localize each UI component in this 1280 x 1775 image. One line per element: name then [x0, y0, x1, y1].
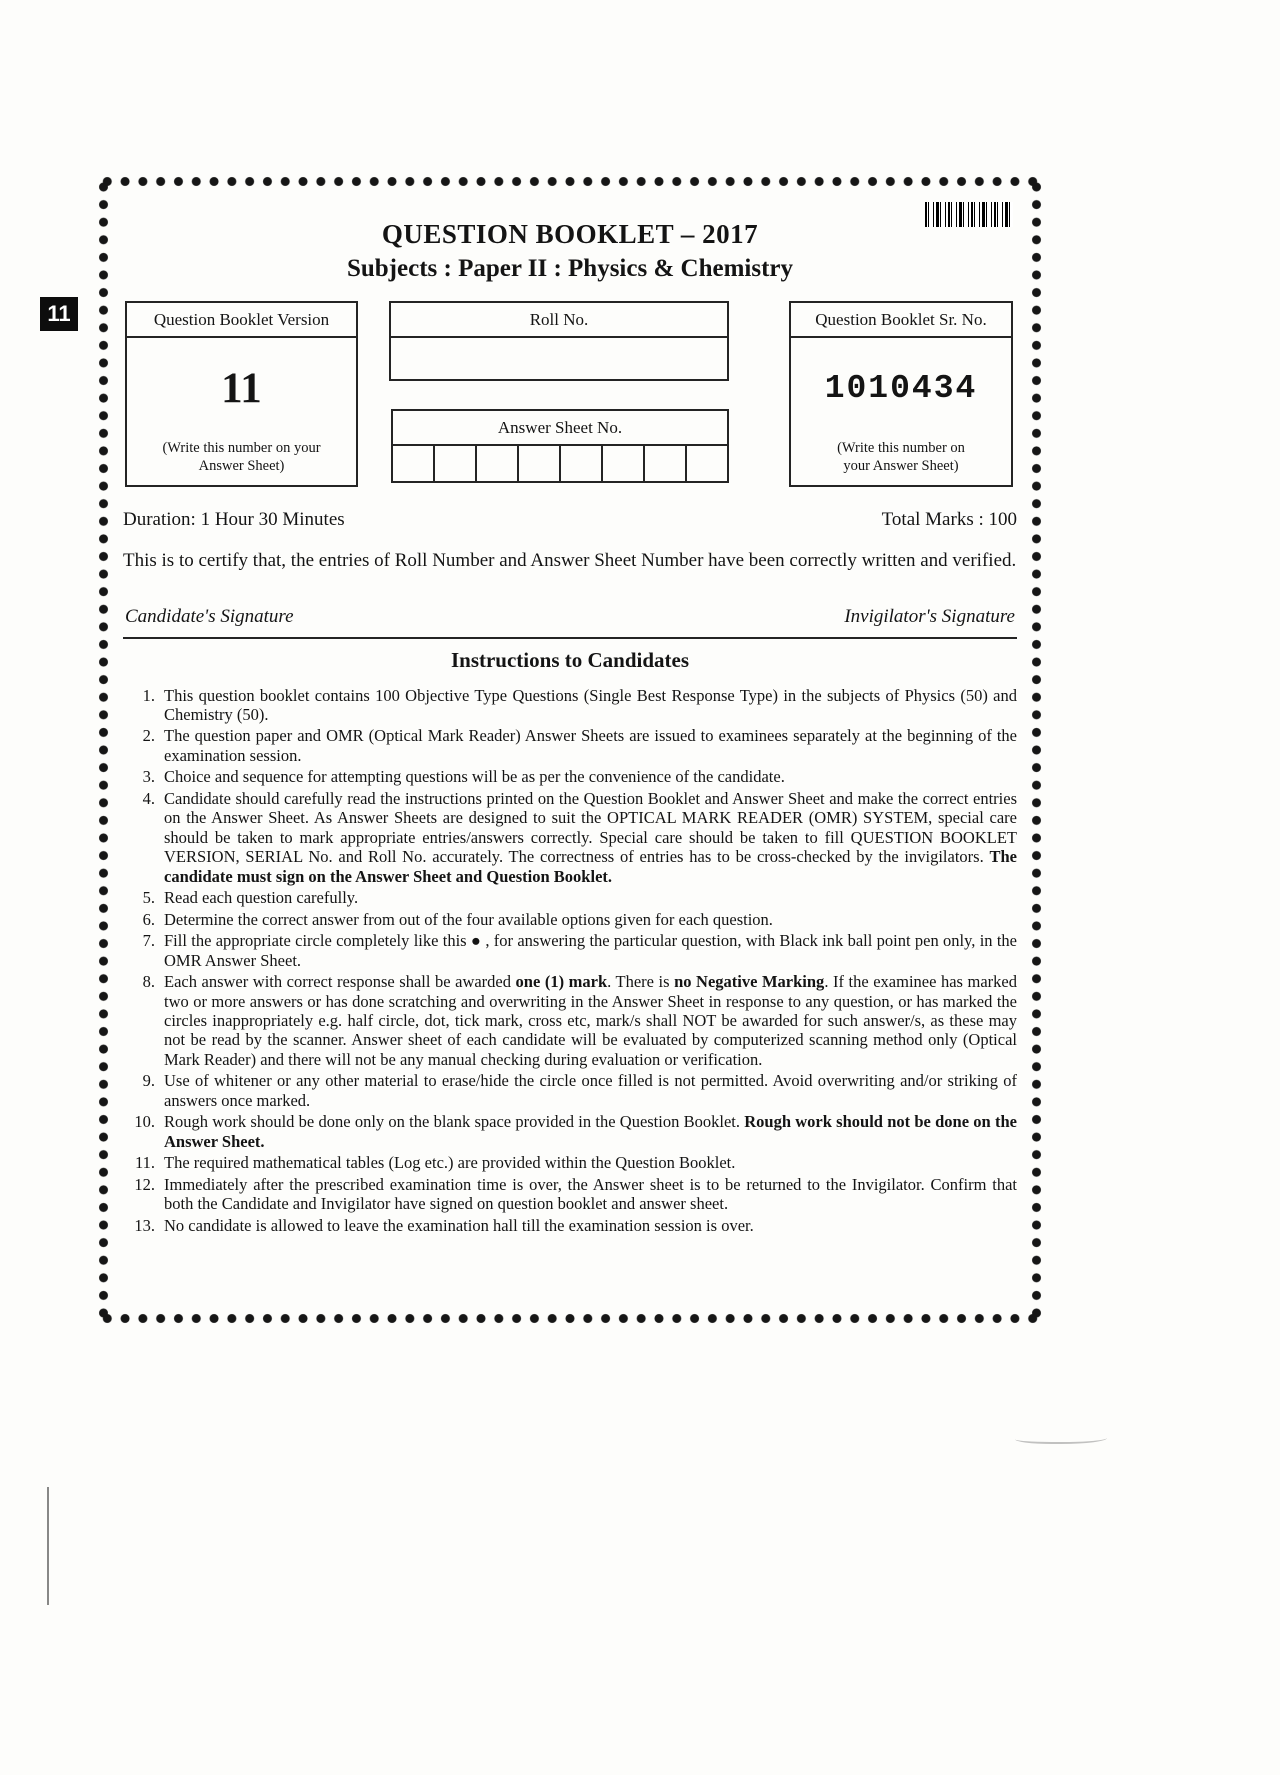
scan-artifact-line	[47, 1487, 49, 1605]
instruction-text: Choice and sequence for attempting questions will be as per the convenience of the candidate.	[164, 767, 785, 787]
serial-box-label: Question Booklet Sr. No.	[791, 303, 1011, 338]
instruction-item	[123, 789, 1017, 886]
instruction-item	[123, 1175, 1017, 1214]
answer-sheet-cell	[603, 446, 645, 483]
instruction-item	[123, 888, 1017, 907]
scan-artifact-squiggle	[1015, 1432, 1107, 1444]
instruction-text: Determine the correct answer from out of the four available options given for each question.	[164, 909, 773, 929]
middle-boxes-column	[389, 301, 729, 487]
roll-no-write-area[interactable]	[391, 338, 727, 376]
instruction-text: Rough work should be done only on the blank space provided in the Question Booklet. Rough work should not be done on the Answer Sheet.	[164, 1112, 1017, 1151]
dotted-border-bottom	[97, 1312, 1043, 1325]
instruction-text: The question paper and OMR (Optical Mark Reader) Answer Sheets are issued to examinees separately at the beginning of the examination session.	[164, 726, 1017, 765]
answer-sheet-cell	[519, 446, 561, 483]
total-marks-text: Total Marks : 100	[881, 509, 1017, 530]
instruction-item	[123, 1216, 1017, 1235]
answer-sheet-cell	[435, 446, 477, 483]
instruction-number: 2.	[142, 726, 155, 746]
dotted-border-left	[97, 181, 110, 1319]
instruction-item	[123, 972, 1017, 1069]
instruction-text: Use of whitener or any other material to erase/hide the circle once filled is not permitted. Avoid overwriting and/or striking of answers once marked.	[164, 1071, 1017, 1110]
instruction-text: Read each question carefully.	[164, 888, 359, 908]
instruction-number: 6.	[142, 909, 155, 929]
instruction-number: 13.	[134, 1215, 155, 1235]
duration-text: Duration: 1 Hour 30 Minutes	[123, 509, 345, 530]
answer-sheet-cell	[687, 446, 727, 483]
instruction-text: Immediately after the prescribed examination time is over, the Answer sheet is to be returned to the Invigilator. Confirm that both the Candidate and Invigilator have signed on question booklet and answer sheet.	[164, 1174, 1017, 1214]
answer-sheet-cells[interactable]	[393, 446, 727, 483]
instruction-text: No candidate is allowed to leave the examination hall till the examination session is over.	[164, 1215, 754, 1235]
instruction-number: 1.	[142, 685, 155, 705]
invigilator-signature-label[interactable]: Invigilator's Signature	[844, 605, 1015, 627]
answer-sheet-no-box	[391, 409, 729, 483]
certification-text: This is to certify that, the entries of Roll Number and Answer Sheet Number have been correctly written and verified.	[123, 550, 1017, 571]
answer-sheet-cell	[561, 446, 603, 483]
booklet-title: QUESTION BOOKLET – 2017	[381, 219, 759, 249]
serial-box-value: 1010434	[824, 369, 978, 407]
instruction-number: 5.	[142, 888, 155, 908]
booklet-subtitle: Subjects : Paper II : Physics & Chemistry	[346, 255, 794, 282]
booklet-cover-sheet	[97, 175, 1043, 1325]
meta-row	[123, 509, 1017, 531]
instruction-item	[123, 931, 1017, 970]
roll-no-box	[389, 301, 729, 381]
instruction-number: 9.	[142, 1071, 155, 1091]
roll-no-label: Roll No.	[391, 303, 727, 338]
answer-sheet-cell	[645, 446, 687, 483]
instruction-item	[123, 726, 1017, 765]
answer-sheet-cell	[477, 446, 519, 483]
version-box-note: (Write this number on your Answer Sheet)	[162, 439, 321, 474]
page-version-badge: 11	[40, 297, 78, 331]
instruction-text: Each answer with correct response shall be awarded one (1) mark. There is no Negative Marking. If the examinee has marked two or more answers or has done scratching and overwriting in the Answer Sheet in response to any question, or has marked the circles inappropriately e.g. half circle, dot, tick mark, cross etc, mark/s shall NOT be awarded for such answer/s, as these may not be read by the scanner. Answer sheet of each candidate will be evaluated by computerized scanning method only (Optical Mark Reader) and there will not be any manual checking during evaluation or verification.	[164, 972, 1017, 1069]
instruction-number: 12.	[134, 1174, 155, 1194]
answer-sheet-cell	[393, 446, 435, 483]
instruction-text: Candidate should carefully read the instructions printed on the Question Booklet and Answer Sheet and make the correct entries on the Answer Sheet. As Answer Sheets are designed to suit the OPTICAL MARK READER (OMR) SYSTEM, special care should be taken to mark appropriate entries/answers correctly. Special care should be taken to fill QUESTION BOOKLET VERSION, SERIAL No. and Roll No. accurately. The correctness of entries has to be cross-checked by the invigilators. The candidate must sign on the Answer Sheet and Question Booklet.	[164, 788, 1017, 886]
sheet-content	[123, 189, 1017, 1311]
instruction-item	[123, 910, 1017, 929]
instruction-number: 4.	[142, 788, 155, 808]
instruction-number: 11.	[134, 1153, 155, 1173]
version-box-value: 11	[221, 364, 262, 412]
instruction-item	[123, 1112, 1017, 1151]
instruction-text: This question booklet contains 100 Objective Type Questions (Single Best Response Type) in the subjects of Physics (50) and Chemistry (50).	[164, 685, 1017, 724]
instructions-heading: Instructions to Candidates	[450, 647, 690, 672]
question-booklet-sr-no-box	[789, 301, 1013, 487]
candidate-signature-label[interactable]: Candidate's Signature	[125, 605, 294, 627]
instruction-number: 3.	[142, 767, 155, 787]
instruction-item	[123, 1153, 1017, 1172]
instruction-text: Fill the appropriate circle completely like this ● , for answering the particular question, with Black ink ball point pen only, in the OMR Answer Sheet.	[164, 931, 1017, 970]
instruction-number: 10.	[134, 1112, 155, 1132]
instruction-item	[123, 767, 1017, 786]
barcode-icon	[925, 202, 1013, 227]
answer-sheet-no-label: Answer Sheet No.	[393, 411, 727, 446]
instructions-list	[123, 686, 1017, 1236]
version-box-label: Question Booklet Version	[127, 303, 356, 338]
instruction-item	[123, 1071, 1017, 1110]
dotted-border-right	[1030, 181, 1043, 1319]
instruction-number: 8.	[142, 972, 155, 992]
header-boxes-row	[123, 301, 1017, 487]
serial-box-note: (Write this number on your Answer Sheet)	[837, 439, 965, 474]
question-booklet-version-box	[125, 301, 358, 487]
signature-row	[123, 606, 1017, 639]
instruction-text: The required mathematical tables (Log etc.) are provided within the Question Booklet.	[164, 1153, 736, 1173]
instruction-item	[123, 686, 1017, 725]
dotted-border-top	[97, 175, 1043, 188]
instruction-number: 7.	[142, 931, 155, 951]
